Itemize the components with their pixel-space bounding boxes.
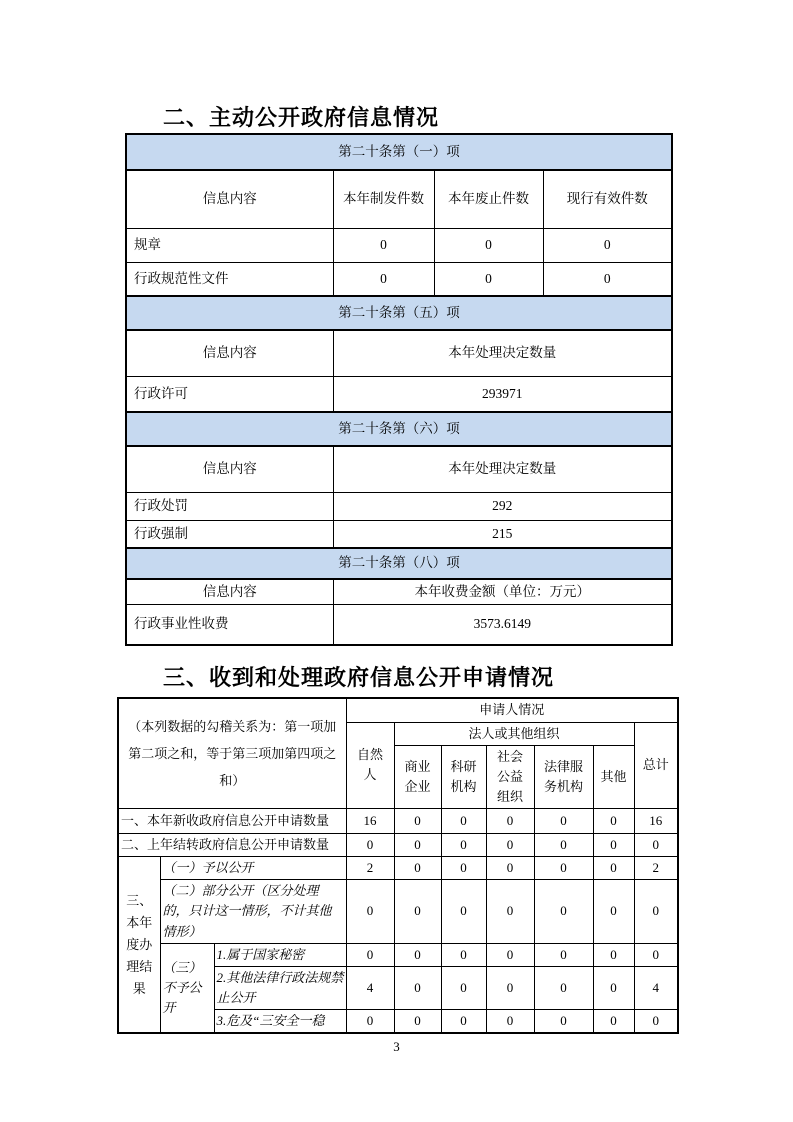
section-2-heading: 二、主动公开政府信息情况 <box>163 105 440 130</box>
legal-org-header: 法人或其他组织 <box>394 722 634 745</box>
table-row <box>126 579 672 604</box>
value-cell: 0 <box>486 857 534 880</box>
table-row <box>126 376 672 412</box>
value-cell: 0 <box>634 943 678 966</box>
value-cell: 4 <box>634 966 678 1009</box>
active-disclosure-table <box>125 133 673 646</box>
value-cell: 0 <box>593 943 634 966</box>
column-header: 信息内容 <box>126 330 333 376</box>
value-cell: 0 <box>441 834 486 857</box>
value-cell: 0 <box>346 943 394 966</box>
value-cell: 0 <box>346 1010 394 1034</box>
table-row <box>118 809 678 834</box>
column-header-research: 科研机构 <box>441 745 486 808</box>
table-row <box>126 412 672 446</box>
group-label-processing-results: 三、本年度办理结果 <box>118 857 160 1034</box>
table-row <box>126 330 672 376</box>
reconciliation-note: （本列数据的勾稽关系为：第一项加第二项之和，等于第三项加第四项之和） <box>118 698 346 809</box>
value-cell: 0 <box>486 943 534 966</box>
column-header-total: 总计 <box>634 722 678 809</box>
table-row <box>126 604 672 645</box>
value-cell: 0 <box>593 1010 634 1034</box>
value-cell: 0 <box>394 880 441 943</box>
table-row <box>126 134 672 170</box>
table-row <box>126 170 672 228</box>
value-cell: 0 <box>593 857 634 880</box>
row-label: 行政规范性文件 <box>126 262 333 296</box>
value-cell: 0 <box>486 834 534 857</box>
table-row <box>118 857 678 880</box>
row-label: 行政事业性收费 <box>126 604 333 645</box>
column-header: 本年收费金额（单位：万元） <box>333 579 672 604</box>
value-cell: 0 <box>394 1010 441 1034</box>
value-cell: 0 <box>534 1010 593 1034</box>
band-title-item6: 第二十条第（六）项 <box>126 412 672 446</box>
row-label-safety: 3.危及“三安全一稳 <box>214 1010 346 1034</box>
group-label-denied: （三）不予公开 <box>160 943 214 1033</box>
table-row <box>118 834 678 857</box>
value-cell: 4 <box>346 966 394 1009</box>
table-row <box>126 520 672 548</box>
band-title-item8: 第二十条第（八）项 <box>126 548 672 579</box>
value-cell: 0 <box>534 809 593 834</box>
value-cell: 0 <box>534 943 593 966</box>
value-cell: 215 <box>333 520 672 548</box>
value-cell: 0 <box>543 262 672 296</box>
value-cell: 2 <box>346 857 394 880</box>
column-header-legal-service: 法律服务机构 <box>534 745 593 808</box>
table-row <box>118 880 678 943</box>
value-cell: 0 <box>434 228 543 262</box>
value-cell: 0 <box>534 966 593 1009</box>
row-label: 行政许可 <box>126 376 333 412</box>
value-cell: 0 <box>441 857 486 880</box>
row-label: 规章 <box>126 228 333 262</box>
applications-table <box>117 697 679 1034</box>
row-label-state-secret: 1.属于国家秘密 <box>214 943 346 966</box>
value-cell: 0 <box>534 857 593 880</box>
table-row <box>126 548 672 579</box>
page-number: 3 <box>393 1039 400 1054</box>
value-cell: 0 <box>394 966 441 1009</box>
value-cell: 0 <box>486 809 534 834</box>
value-cell: 0 <box>346 880 394 943</box>
table-row <box>126 228 672 262</box>
value-cell: 0 <box>441 943 486 966</box>
column-header: 本年废止件数 <box>434 170 543 228</box>
table-row <box>126 446 672 492</box>
value-cell: 2 <box>634 857 678 880</box>
value-cell: 0 <box>486 966 534 1009</box>
column-header-commercial: 商业企业 <box>394 745 441 808</box>
table-row <box>126 262 672 296</box>
value-cell: 0 <box>593 966 634 1009</box>
value-cell: 0 <box>441 966 486 1009</box>
row-label-carryover-applications: 二、上年结转政府信息公开申请数量 <box>118 834 346 857</box>
value-cell: 0 <box>394 809 441 834</box>
table-row <box>118 943 678 966</box>
value-cell: 3573.6149 <box>333 604 672 645</box>
value-cell: 0 <box>441 1010 486 1034</box>
table-row <box>126 296 672 330</box>
value-cell: 0 <box>593 880 634 943</box>
column-header: 现行有效件数 <box>543 170 672 228</box>
row-label: 行政强制 <box>126 520 333 548</box>
value-cell: 16 <box>346 809 394 834</box>
value-cell: 0 <box>346 834 394 857</box>
value-cell: 0 <box>543 228 672 262</box>
value-cell: 0 <box>394 943 441 966</box>
column-header: 信息内容 <box>126 446 333 492</box>
column-header-public-welfare: 社会公益组织 <box>486 745 534 808</box>
applicant-header: 申请人情况 <box>346 698 678 722</box>
column-header: 本年处理决定数量 <box>333 330 672 376</box>
column-header: 本年处理决定数量 <box>333 446 672 492</box>
value-cell: 0 <box>486 880 534 943</box>
value-cell: 16 <box>634 809 678 834</box>
value-cell: 0 <box>534 834 593 857</box>
value-cell: 293971 <box>333 376 672 412</box>
column-header-other: 其他 <box>593 745 634 808</box>
value-cell: 0 <box>593 834 634 857</box>
value-cell: 0 <box>634 834 678 857</box>
column-header: 信息内容 <box>126 170 333 228</box>
column-header: 信息内容 <box>126 579 333 604</box>
row-label-law-prohibited: 2.其他法律行政法规禁止公开 <box>214 966 346 1009</box>
value-cell: 0 <box>534 880 593 943</box>
band-title-item1: 第二十条第（一）项 <box>126 134 672 170</box>
value-cell: 0 <box>333 228 434 262</box>
band-title-item5: 第二十条第（五）项 <box>126 296 672 330</box>
column-header-natural-person: 自然人 <box>346 722 394 809</box>
column-header: 本年制发件数 <box>333 170 434 228</box>
row-label-granted: （一）予以公开 <box>160 857 346 880</box>
value-cell: 0 <box>634 880 678 943</box>
value-cell: 0 <box>394 834 441 857</box>
row-label-partial: （二）部分公开（区分处理的，只计这一情形，不计其他情形） <box>160 880 346 943</box>
row-label-new-applications: 一、本年新收政府信息公开申请数量 <box>118 809 346 834</box>
table-row <box>118 698 678 722</box>
value-cell: 292 <box>333 492 672 520</box>
table-row <box>126 492 672 520</box>
value-cell: 0 <box>441 809 486 834</box>
value-cell: 0 <box>333 262 434 296</box>
value-cell: 0 <box>634 1010 678 1034</box>
value-cell: 0 <box>434 262 543 296</box>
section-3-heading: 三、收到和处理政府信息公开申请情况 <box>163 665 555 690</box>
value-cell: 0 <box>593 809 634 834</box>
value-cell: 0 <box>394 857 441 880</box>
value-cell: 0 <box>486 1010 534 1034</box>
row-label: 行政处罚 <box>126 492 333 520</box>
value-cell: 0 <box>441 880 486 943</box>
